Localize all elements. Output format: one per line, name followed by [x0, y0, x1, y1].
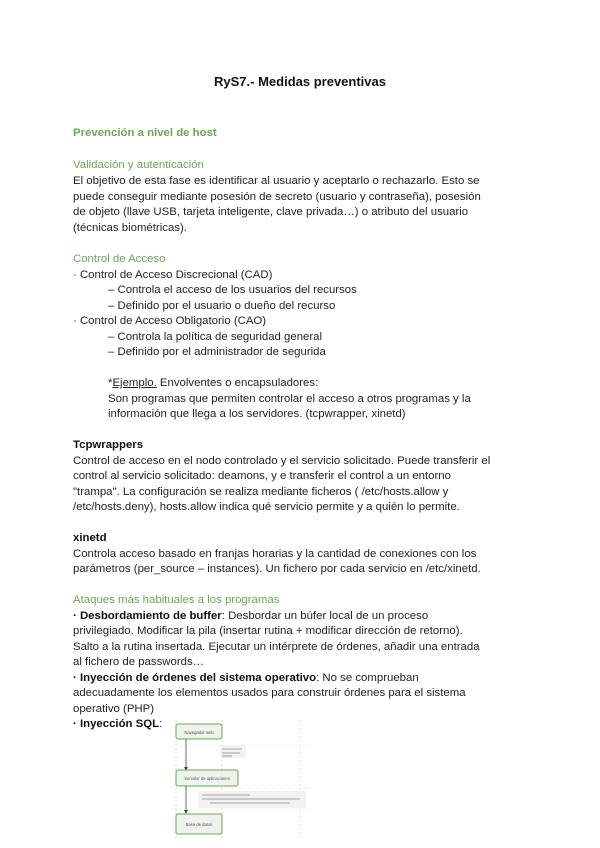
paragraph-line: control al servicio solicitado: deamons, y e transferir el control a un entorno [73, 470, 451, 482]
paragraph-line: El objetivo de esta fase es identificar al usuario y aceptarlo o rechazarlo. Esto se [73, 175, 480, 187]
ejemplo-text: información que llega a los servidores. (tcpwrapper, xinetd) [108, 408, 406, 420]
paragraph-line: parámetros (per_source – instances). Un fichero por cada servicio en /etc/xinetd. [73, 563, 481, 575]
paragraph-line: adecuadamente los elementos usados para construir órdenes para el sistema [73, 687, 466, 699]
heading-xinetd: xinetd [73, 532, 107, 544]
bullet-text: : No se comprueban [316, 672, 419, 684]
section-heading-host: Prevención a nivel de host [73, 127, 217, 139]
paragraph-line: Controla acceso basado en franjas horarias y la cantidad de conexiones con los [73, 548, 477, 560]
subheading-control-acceso: Control de Acceso [73, 253, 166, 265]
ejemplo-prefix: * [108, 377, 113, 389]
bullet-cad: · Control de Acceso Discrecional (CAD) [73, 269, 273, 281]
heading-tcpwrappers: Tcpwrappers [73, 439, 144, 451]
bullet-desbordamiento [73, 609, 428, 625]
bullet-inyeccion-ordenes [73, 671, 419, 687]
bullet-label: · Desbordamiento de buffer [73, 610, 222, 622]
bullet-text: : [159, 718, 163, 730]
sub-item: – Definido por el administrador de segurida [108, 346, 326, 358]
arrow-head [184, 810, 188, 814]
paragraph-line: /etc/hosts.deny), hosts.allow indica qué servicio permite y a quién lo permite. [73, 501, 460, 513]
paragraph-line: de objeto (llave USB, tarjeta inteligente, clave privada…) o atributo del usuario [73, 206, 469, 218]
paragraph-line: privilegiado. Modificar la pila (insertar rutina + modificar dirección de retorno). [73, 625, 463, 637]
browser-label: Navegador web [184, 730, 214, 735]
bullet-cao: · Control de Acceso Obligatorio (CAO) [73, 315, 267, 327]
sql-injection-diagram [170, 718, 312, 842]
bullet-label: · Inyección SQL [73, 718, 160, 730]
bullet-text: : Desbordar un búfer local de un proceso [221, 610, 429, 622]
sub-item: – Controla el acceso de los usuarios del recursos [108, 284, 357, 296]
subheading-validacion: Validación y autenticación [73, 159, 204, 171]
query-note [198, 791, 306, 808]
app-server-label: Servidor de aplicaciones [184, 776, 230, 781]
sub-item: – Definido por el usuario o dueño del recurso [108, 300, 336, 312]
database-label: Base de datos [185, 822, 213, 827]
subheading-ataques: Ataques más habituales a los programas [73, 594, 280, 606]
page-title: RyS7.- Medidas preventivas [214, 74, 386, 89]
paragraph-line: al fichero de passwords… [73, 656, 205, 668]
ejemplo-line [108, 376, 318, 392]
sub-item: – Controla la política de seguridad general [108, 331, 323, 343]
paragraph-line: (técnicas biométricas). [73, 222, 187, 234]
paragraph-line: "trampa". La configuración se realiza mediante ficheros ( /etc/hosts.allow y [73, 486, 449, 498]
paragraph-line: Salto a la rutina insertada. Ejecutar un intérprete de órdenes, añadir una entrada [73, 641, 480, 653]
paragraph-line: Control de acceso en el nodo controlado y el servicio solicitado. Puede transferir el [73, 455, 491, 467]
bullet-inyeccion-sql [73, 717, 162, 733]
ejemplo-rest: Envolventes o encapsuladores: [156, 377, 319, 389]
paragraph-line: operativo (PHP) [73, 703, 155, 715]
ejemplo-text: Son programas que permiten controlar el acceso a otros programas y la [108, 393, 471, 405]
ejemplo-label: Ejemplo. [112, 377, 157, 389]
bullet-label: · Inyección de órdenes del sistema operativo [73, 672, 317, 684]
paragraph-line: puede conseguir mediante posesión de secreto (usuario y contraseña), posesión [73, 191, 481, 203]
